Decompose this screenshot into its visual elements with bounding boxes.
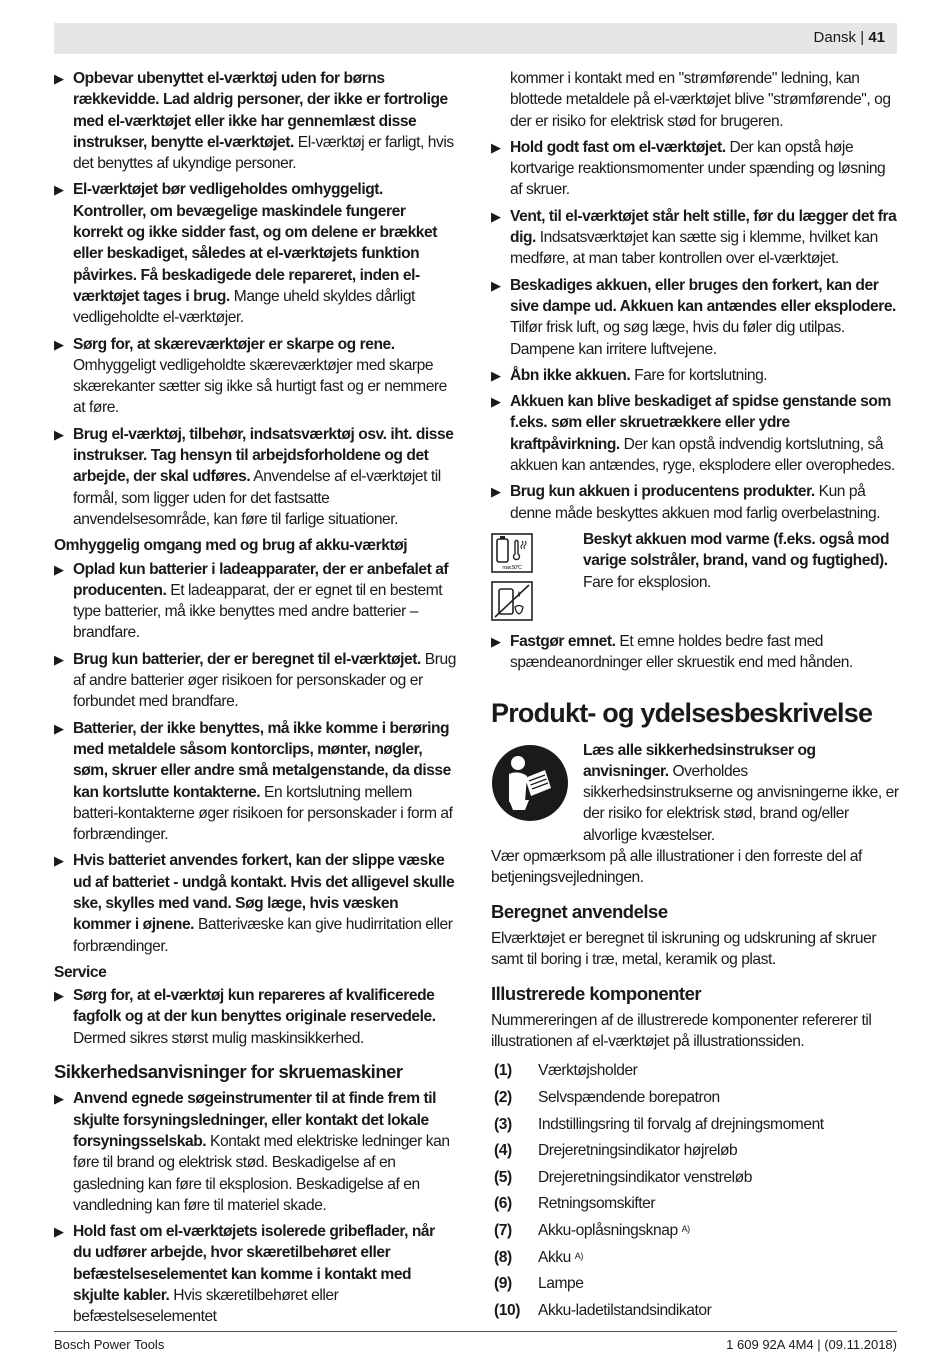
bullet-item: ▶ Vent, til el-værktøjet står helt stille, før du lægger det fra dig. Indsatsværktøjet kan sætte sig i klemme, hvilket kan medføre, at man taber kontrollen over el-værktøjet. [491,207,897,268]
service-heading: Service [54,963,107,981]
components-list [491,1058,899,1324]
read-warning-text: Overholdes sikkerhedsinstrukserne og anvisningerne ikke, er der risiko for elektrisk stød, brand og/eller alvorlige kvæstelser. [583,762,899,844]
triangle-bullet-icon: ▶ [54,336,64,352]
triangle-bullet-icon: ▶ [54,71,64,86]
right-column [491,68,899,1324]
triangle-bullet-icon: ▶ [491,367,501,383]
list-item: (9) Lampe [494,1275,584,1293]
bullet-item: ▶ Sørg for, at el-værktøj kun repareres af kvalificerede fagfolk og at der kun benyttes originale reservedele. Dermed sikres størst mulig maskinsikkerhed. [54,987,436,1047]
list-item: (2) Selvspændende borepatron [494,1088,720,1106]
bullet-item: ▶ Brug kun batterier, der er beregnet til el-værktøjet. Brug af andre batterier øger risikoen for personskader og er forbundet med brandfare. [54,650,456,711]
components-heading: Illustrerede komponenter [491,982,702,1004]
bullet-item: ▶ Anvend egnede søgeinstrumenter til at finde frem til skjulte forsyningsledninger, eller kontakt det lokale forsyningsselskab. Kontakt med elektriske ledninger kan føre til brand og elektrisk stød. Beskadigelse af en gasledning kan føre til eksplosion. Beskadigelse af en vandledning kan føre til materiel skade. [54,1090,450,1214]
triangle-bullet-icon: ▶ [54,853,64,869]
header-separator: | [860,29,865,46]
triangle-bullet-icon: ▶ [491,277,501,293]
bullet-item: ▶ Brug kun akkuen i producentens produkter. Kun på denne måde beskyttes akkuen mod farlig overbelastning. [491,483,881,522]
list-item: (4) Drejeretningsindikator højreløb [494,1142,738,1160]
right-list-a [491,137,899,524]
list-item: (8) Akku $^{A)}$ [491,1245,899,1272]
product-description-heading: Produkt- og ydelsesbeskrivelse [491,697,873,728]
bullet-item: ▶ Hold fast om el-værktøjets isolerede gribeflader, når du udfører arbejde, hvor skæretilbehøret eller befæstelseselementet kan komme i kontakt med skjulte kabler. Hvis skæretilbehøret eller befæstelseselementet [54,1223,435,1326]
bullet-item: ▶ Batterier, der ikke benyttes, må ikke komme i berøring med metaldele såsom kontorclips, mønter, nøgler, søm, skruer eller andre små metalgenstande, da disse kan kortslutte kontakterne. En kortslutning mellem batteri-kontakterne øger risikoen for personskader i form af forbrændinger. [54,719,453,844]
triangle-bullet-icon: ▶ [54,561,64,577]
screwdriver-safety-heading: Sikkerhedsanvisninger for skruemaskiner [54,1061,403,1083]
triangle-bullet-icon: ▶ [491,139,501,155]
triangle-bullet-icon: ▶ [54,651,64,667]
page-header [54,23,897,54]
no-water-battery-icon [491,581,533,621]
heat-warning-text: Fare for eksplosion. [583,573,711,591]
left-list-d [54,1088,456,1327]
header-text [814,29,885,46]
read-manual-icon [491,744,569,828]
triangle-bullet-icon: ▶ [491,633,501,649]
battery-temperature-icon [491,533,533,573]
list-item: (1) Værktøjsholder [494,1062,638,1080]
footer-divider [54,1331,897,1332]
page-number: 41 [868,29,885,46]
left-list-c [54,985,456,1049]
bullet-item: ▶ Akkuen kan blive beskadiget af spidse genstande som f.eks. søm eller skruetrækkere eller ydre kraftpåvirkning. Der kan opstå indvendig kortslutning, så akkuen kan antændes, ryge, eksplodere eller overophedes. [491,393,895,475]
triangle-bullet-icon: ▶ [54,426,64,442]
list-item: (5) Drejeretningsindikator venstreløb [494,1168,752,1186]
footer-brand: Bosch Power Tools [54,1337,165,1352]
bullet-item: ▶ Beskadiges akkuen, eller bruges den forkert, kan der sive dampe ud. Akkuen kan antændes eller eksplodere. Tilfør frisk luft, og søg læge, hvis du føler dig utilpas. Dampene kan irritere luftvejene. [491,276,896,358]
max-temperature-label: max.50°C [502,564,522,571]
triangle-bullet-icon: ▶ [54,720,64,736]
bullet-item: ▶ Oplad kun batterier i ladeapparater, der er anbefalet af producenten. Et ladeapparat, der er egnet til en bestemt type batterier, må ikke benyttes med andre batterier – brandfare. [54,560,449,642]
footer-doc-number: 1 609 92A 4M4 | (09.11.2018) [726,1337,897,1352]
components-intro: Nummereringen af de illustrerede komponenter refererer til illustrationen af el-værktøjet på illustrationssiden. [491,1011,872,1051]
list-item: (10) Akku-ladetilstandsindikator [494,1301,712,1319]
list-item: (7) Akku-oplåsningsknap $^{A)}$ [491,1218,899,1245]
left-list-b [54,559,456,957]
header-language: Dansk [813,29,857,46]
triangle-bullet-icon: ▶ [54,1091,64,1107]
battery-care-heading: Omhyggelig omgang med og brug af akku-værktøj [54,537,408,555]
bullet-item: ▶ Hold godt fast om el-værktøjet. Der kan opstå høje kortvarige reaktionsmomenter under spænding og løsning af skruer. [491,138,886,199]
left-column [54,68,456,1333]
footnote-marker: A) [574,1250,583,1261]
read-manual-warning [491,740,899,846]
bullet-item: ▶ El-værktøjet bør vedligeholdes omhyggeligt. Kontroller, om bevægelige maskindele fungerer korrekt og ikke sidder fast, og om delene er brækket eller beskadiget, således at el-værktøjets funktion påvirkes. Få beskadigede dele repareret, inden el-værktøjet tages i brug. Mange uheld skyldes dårligt vedligeholdte el-værktøjer. [54,181,437,327]
heat-warning-bold: Beskyt akkuen mod varme (f.eks. også mod varige solstråler, brand, vand og fugtighed). [583,530,890,570]
bullet-item: ▶ Brug el-værktøj, tilbehør, indsatsværktøj osv. iht. disse instrukser. Tag hensyn til arbejdsforholdene og det arbejde, der skal udføres. Anvendelse af el-værktøjet til formål, som ligger uden for det fastsatte anvendelsesområde, kan føre til farlige situationer. [54,425,454,528]
triangle-bullet-icon: ▶ [491,394,501,410]
bullet-item: ▶ Fastgør emnet. Et emne holdes bedre fast med spændeanordninger eller skruestik end med hånden. [491,632,853,672]
left-list-a [54,68,456,530]
heat-warning [491,529,899,621]
illustrations-note: Vær opmærksom på alle illustrationer i den forreste del af betjeningsvejledningen. [491,848,862,887]
bullet-item: ▶ Opbevar ubenyttet el-værktøj uden for børns rækkevidde. Lad aldrig personer, der ikke er fortrolige med el-værktøjet eller ikke har gennemlæst disse instrukser, benytte el-værktøjet. El-værktøj er farligt, hvis det benyttes af ukyndige personer. [54,70,454,173]
triangle-bullet-icon: ▶ [491,208,501,224]
continued-paragraph: kommer i kontakt med en "strømførende" ledning, kan blottede metaldele på el-værktøjet blive "strømførende", og der er risiko for elektrisk stød for brugeren. [510,70,891,130]
intended-use-heading: Beregnet anvendelse [491,900,668,922]
triangle-bullet-icon: ▶ [491,484,501,500]
triangle-bullet-icon: ▶ [54,182,64,198]
bullet-item: ▶ Åbn ikke akkuen. Fare for kortslutning. [491,365,899,386]
warning-icons [491,533,533,629]
triangle-bullet-icon: ▶ [54,1224,64,1240]
list-item: (6) Retningsomskifter [494,1195,656,1213]
bullet-item: ▶ Hvis batteriet anvendes forkert, kan der slippe væske ud af batteriet - undgå kontakt. Hvis det alligevel skulle ske, skylles med vand. Søg læge, hvis væsken kommer i øjnene. Batterivæske kan give hudirritation eller forbrændinger. [54,852,455,955]
read-warning-bold: Læs alle sikkerhedsinstrukser og anvisninger. [583,741,816,780]
right-list-b [491,631,899,674]
list-item: (3) Indstillingsring til forvalg af drejningsmoment [494,1115,824,1133]
triangle-bullet-icon: ▶ [54,988,64,1004]
bullet-item: ▶ Sørg for, at skæreværktøjer er skarpe og rene. Omhyggeligt vedligeholdte skæreværktøjer med skarpe skærekanter sætter sig ikke så hurtigt fast og er nemmere at føre. [54,335,447,417]
intended-use-text: Elværktøjet er beregnet til iskruning og udskruning af skruer samt til boring i træ, metal, keramik og plast. [491,929,877,969]
footnote-marker: A) [681,1223,690,1234]
